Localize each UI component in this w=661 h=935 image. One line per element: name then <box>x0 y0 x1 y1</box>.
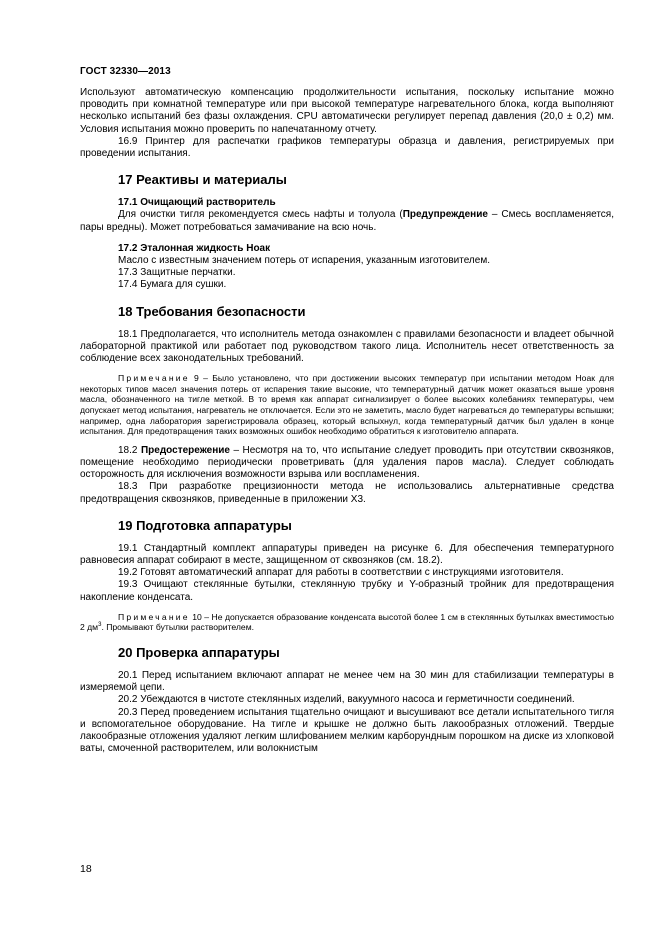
paragraph-18-2 <box>80 445 614 482</box>
paragraph-18-1: 18.1 Предполагается, что исполнитель метода ознакомлен с правилами безопасности и владеет обычной лабораторной практикой или работает под руководством такого лица. Исполнитель несет ответственность за соблюдение всех законодательных требований. <box>80 328 614 365</box>
note-10-text-a: 10 – Не допускается образование конденсата высотой более 1 см в стеклянных бутылках вместимостью 2 дм <box>80 611 614 633</box>
note-10-superscript: 3 <box>98 622 102 629</box>
paragraph-17-1-text-a: Для очистки тигля рекомендуется смесь нафты и толуола ( <box>118 209 403 221</box>
section-19-title: 19 Подготовка аппаратуры <box>118 517 292 533</box>
note-10-label: Примечание <box>118 611 190 622</box>
warning-label: Предупреждение <box>402 209 488 221</box>
note-9-label: Примечание <box>118 373 190 384</box>
paragraph-19-1: 19.1 Стандартный комплект аппаратуры приведен на рисунке 6. Для обеспечения температурного равновесия аппарат собирают в месте, защищенном от сквозняков (см. 18.2). <box>80 542 614 567</box>
paragraph-17-3: 17.3 Защитные перчатки. <box>118 267 236 279</box>
paragraph-19-3: 19.3 Очищают стеклянные бутылки, стеклянную трубку и Y-образный тройник для предотвращения накопление конденсата. <box>80 579 614 603</box>
paragraph-20-2: 20.2 Убеждаются в чистоте стеклянных изделий, вакуумного насоса и герметичности соединений. <box>118 694 575 706</box>
subsection-17-1-title: 17.1 Очищающий растворитель <box>118 197 276 209</box>
page-number: 18 <box>80 863 92 875</box>
paragraph-continuation: Используют автоматическую компенсацию продолжительности испытания, поскольку испытание можно проводить при комнатной температуре или при высокой температуре нагревательного блока, когда выполняют несколько испытаний без фазы охлаждения. CPU автоматически регулирует перепад давления (20,0 ± 0,2) мм. Условия испытания можно проверить по напечатанному отчету. <box>80 87 614 135</box>
note-9 <box>80 373 614 437</box>
section-17-title: 17 Реактивы и материалы <box>118 172 287 188</box>
note-9-text: 9 – Было установлено, что при достижении высоких температур при испытании методом Ноак для некоторых типов масел значения потерь от испарения такие высокие, что температурный датчик может оказаться выше уровня масла, обозначенного на тигле меткой. В то время как аппарат сигнализирует о более высоких колебаниях температуры, чем допускает метод испытания, нагреватель не отключается. Если это не заметить, масло будет нагреваться до температуры вспышки; например, одна лаборатория зарегистрировала образец, который вспыхнул, когда температурный датчик был удален в конце испытания. Для предотвращения таких возможных ошибок необходимо обратиться к изготовителю аппарата. <box>80 373 614 437</box>
caution-label: Предостережение <box>140 444 230 456</box>
paragraph-17-1-text-b: – Смесь воспламеняется, пары вредны). Может потребоваться замачивание на всю ночь. <box>80 209 615 233</box>
paragraph-18-3: 18.3 При разработке прецизионности метода не использовались альтернативные средства предотвращения сквозняков, приведенные в приложении Х3. <box>80 481 614 505</box>
subsection-17-2-title: 17.2 Эталонная жидкость Ноак <box>118 242 271 254</box>
note-10-text-b: . Промывают бутылки растворителем. <box>101 622 255 633</box>
paragraph-17-4: 17.4 Бумага для сушки. <box>118 279 227 291</box>
paragraph-16-9: 16.9 Принтер для распечатки графиков температуры образца и давления, регистрируемых при проведении испытания. <box>80 135 614 160</box>
paragraph-20-1: 20.1 Перед испытанием включают аппарат не менее чем на 30 мин для стабилизации температуры в измеряемой цепи. <box>80 670 614 694</box>
standard-header: ГОСТ 32330—2013 <box>80 66 171 77</box>
paragraph-17-1 <box>80 209 614 233</box>
paragraph-20-3: 20.3 Перед проведением испытания тщательно очищают и высушивают все детали испытательного тигля и вспомогательное оборудование. На тигле и крышке не должно быть лакообразных отложений. Твердые лакообразные отложения удаляют легким шлифованием мелким карборундным порошком на диске из хлопковой ваты, смоченной растворителем, или волокнистым <box>80 706 614 755</box>
note-10 <box>80 612 614 633</box>
paragraph-17-2: Масло с известным значением потерь от испарения, указанным изготовителем. <box>118 255 490 267</box>
paragraph-19-2: 19.2 Готовят автоматический аппарат для работы в соответствии с инструкциями изготовителя. <box>118 567 564 579</box>
section-18-title: 18 Требования безопасности <box>118 303 306 319</box>
page-content <box>80 87 614 755</box>
paragraph-18-2-text: – Несмотря на то, что испытание следует проводить при отсутствии сквозняков, помещение необходимо периодически проветривать (для удаления паров масла). Следует соблюдать осторожность для исключения возможности взрыва или воспламенения. <box>80 444 614 481</box>
section-20-title: 20 Проверка аппаратуры <box>118 645 280 661</box>
paragraph-18-2-number: 18.2 <box>118 444 141 456</box>
